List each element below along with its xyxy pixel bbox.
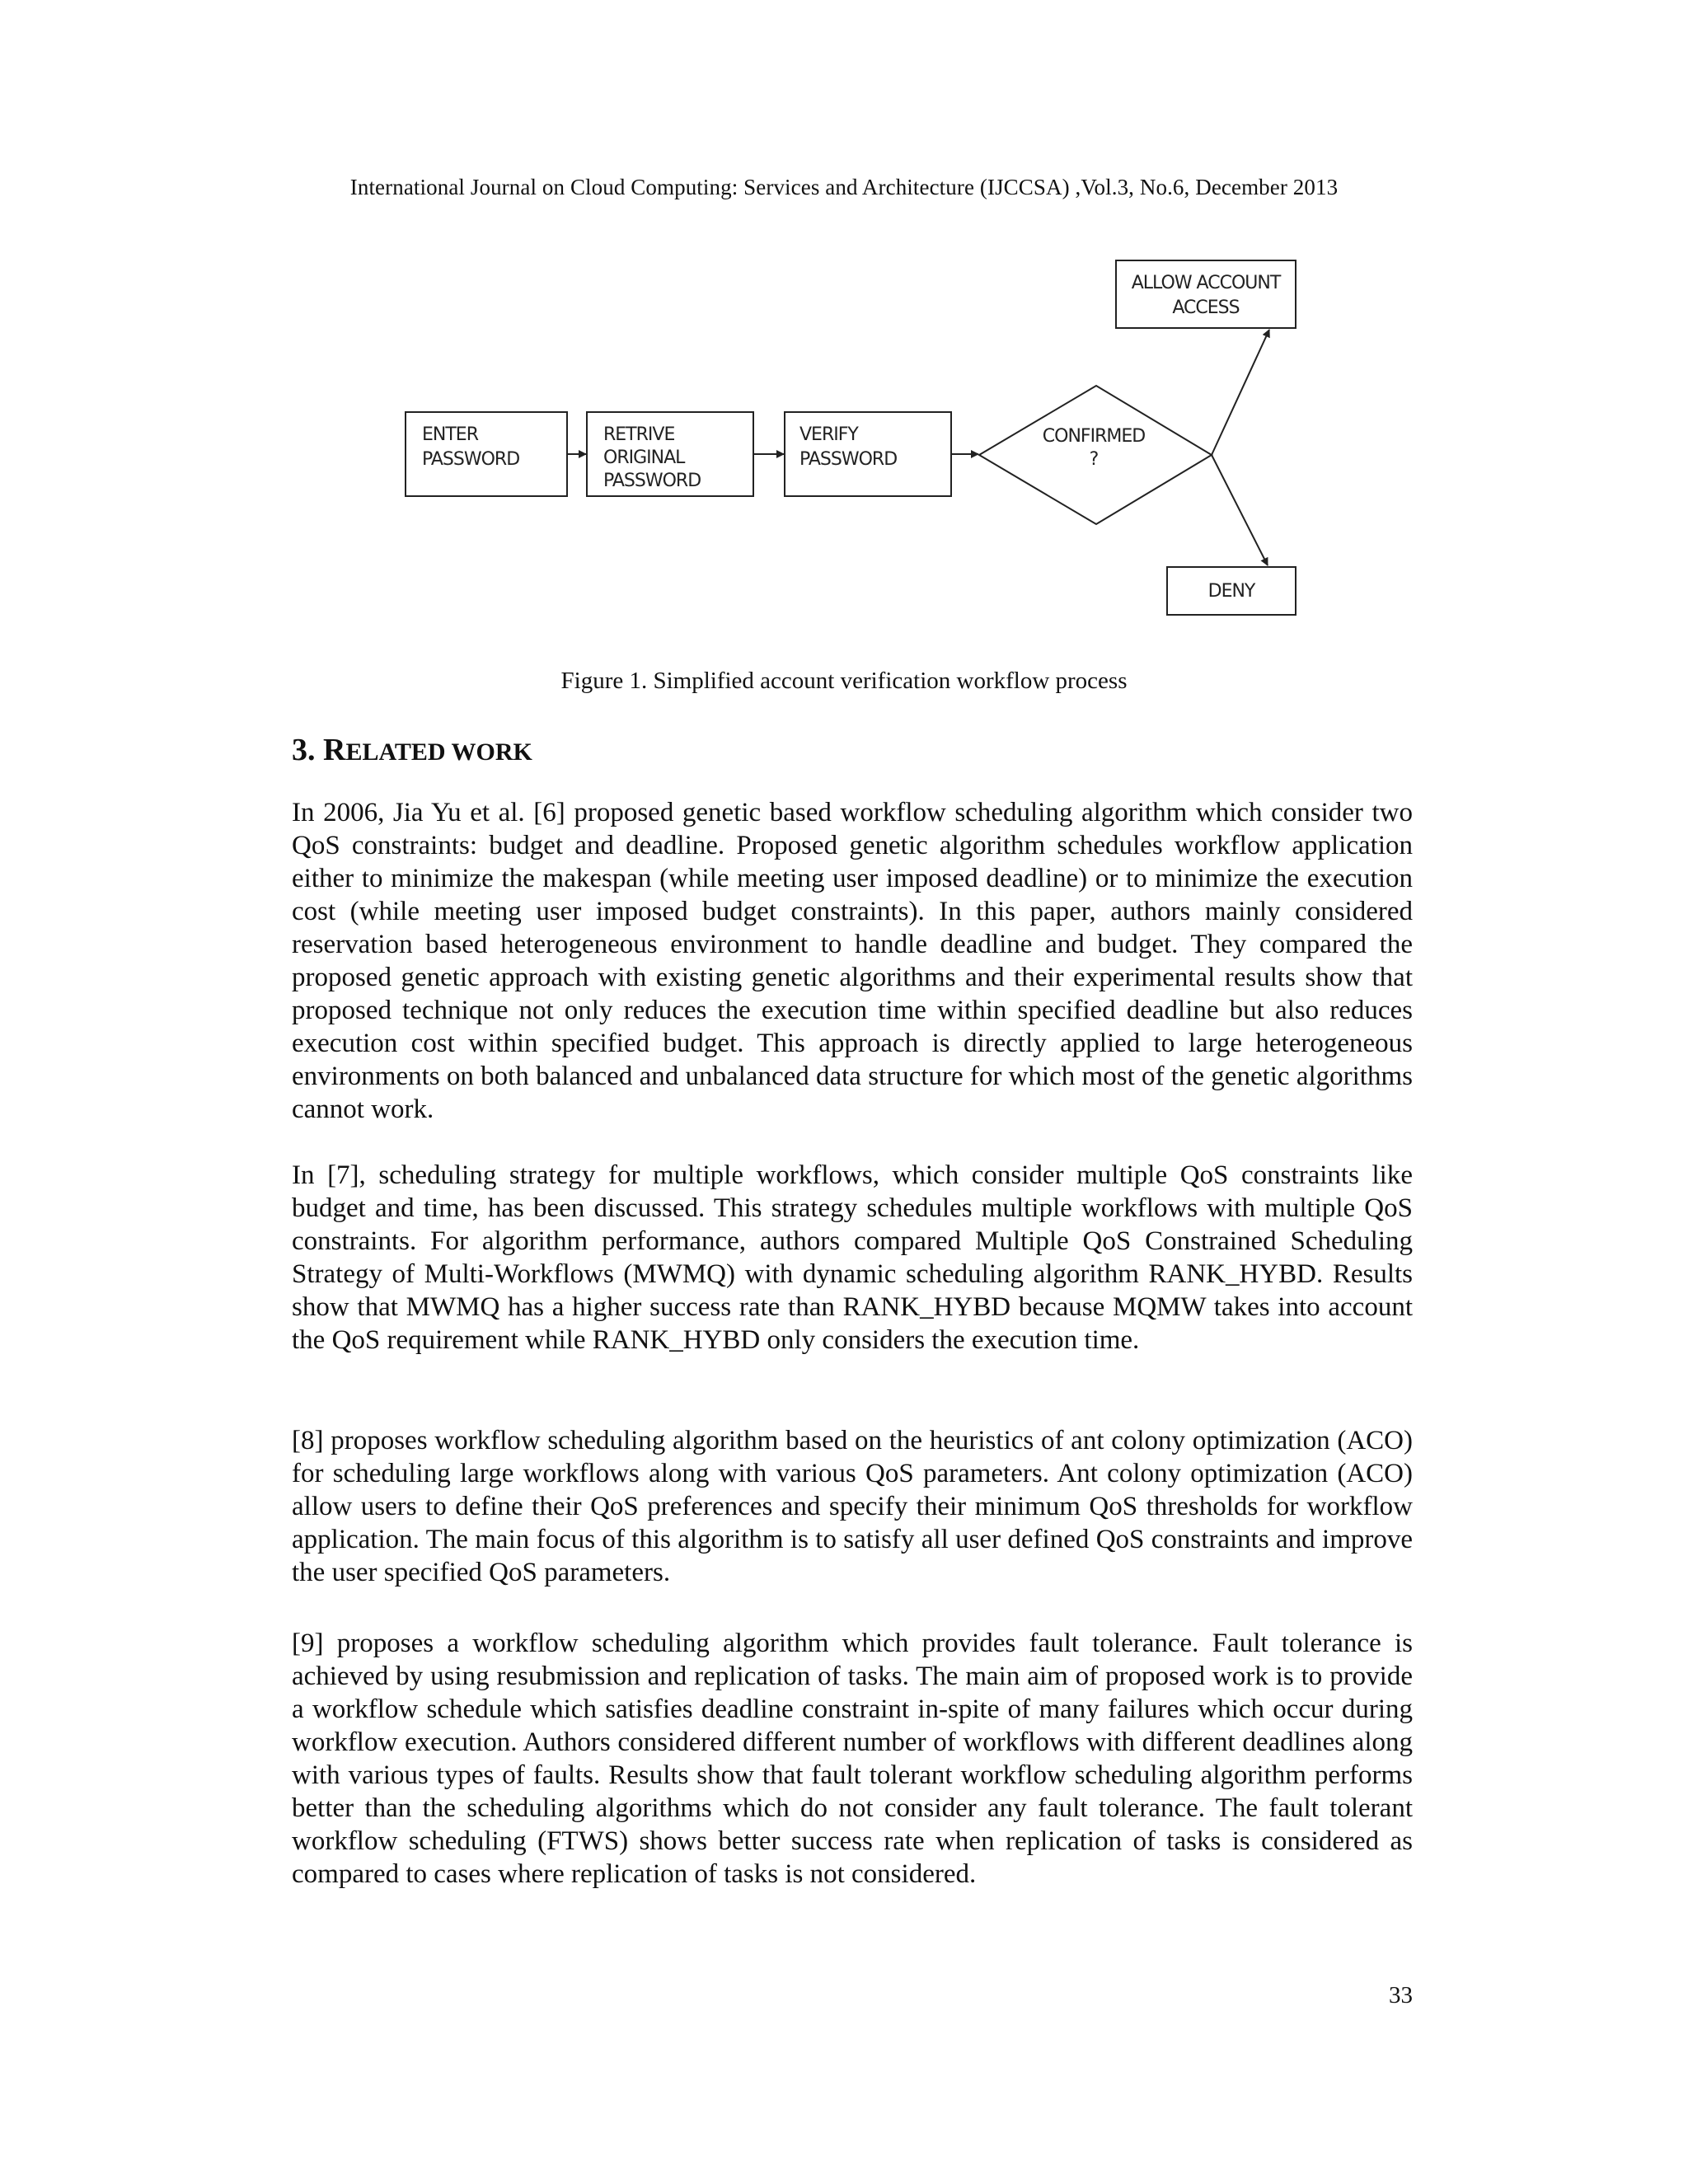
verify-line-1: VERIFY <box>799 424 858 445</box>
confirmed-line-2: ? <box>1089 449 1099 470</box>
confirmed-decision <box>979 386 1212 524</box>
paragraph-jia-yu: In 2006, Jia Yu et al. [6] proposed genetic based workflow scheduling algorithm which consider two QoS constraints: budget and deadline. Proposed genetic algorithm schedules workflow application either to minimize the makespan (while meeting user imposed deadline) or to minimize the execution cost (while meeting user imposed budget constraints). In this paper, authors mainly considered reservation based heterogeneous environment to handle deadline and budget. They compared the proposed genetic approach with existing genetic algorithms and their experimental results show that proposed technique not only reduces the execution time within specified deadline but also reduces execution cost within specified budget. This approach is directly applied to large heterogeneous environments on both balanced and unbalanced data structure for which most of the genetic algorithms cannot work. <box>292 798 1413 1124</box>
deny-box <box>1167 567 1296 615</box>
workflow-figure <box>387 247 1327 643</box>
paragraph-aco: [8] proposes workflow scheduling algorithm based on the heuristics of ant colony optimization (ACO) for scheduling large workflows along with various QoS parameters. Ant colony optimization (ACO) allow users to define their QoS preferences and specify their minimum QoS thresholds for workflow application. The main focus of this algorithm is to satisfy all user defined QoS constraints and improve the user specified QoS parameters. <box>292 1426 1413 1587</box>
deny-label: DENY <box>1207 581 1255 602</box>
paragraph-ftws: [9] proposes a workflow scheduling algorithm which provides fault tolerance. Fault tolerance is achieved by using resubmission and replication of tasks. The main aim of proposed work is to provide a workflow schedule which satisfies deadline constraint in-spite of many failures which occur during workflow execution. Authors considered different number of workflows with different deadlines along with various types of faults. Results show that fault tolerant workflow scheduling algorithm performs better than the scheduling algorithms which do not consider any fault tolerance. The fault tolerant workflow scheduling (FTWS) shows better success rate when replication of tasks is considered as compared to cases where replication of tasks is not considered. <box>292 1629 1413 1889</box>
page-number: 33 <box>1389 1982 1413 2008</box>
verify-password-box <box>785 412 951 496</box>
section-title-rest: ELATED WORK <box>345 738 532 766</box>
allow-account-access-box <box>1116 260 1296 328</box>
retrive-line-2: ORIGINAL <box>603 448 685 468</box>
retrive-line-1: RETRIVE <box>603 424 675 445</box>
enter-password-line-2: PASSWORD <box>422 449 520 470</box>
verify-line-2: PASSWORD <box>799 449 898 470</box>
allow-line-2: ACCESS <box>1172 298 1240 318</box>
arrow-confirmed-to-deny <box>1212 455 1268 565</box>
enter-password-box <box>406 412 567 496</box>
workflow-diagram <box>387 247 1327 643</box>
section-heading <box>292 732 532 768</box>
retrive-original-password-box <box>587 412 753 496</box>
confirmed-line-1: CONFIRMED <box>1042 426 1146 447</box>
paragraph-mwmq: In [7], scheduling strategy for multiple workflows, which consider multiple QoS constraints like budget and time, has been discussed. This strategy schedules multiple workflows with multiple QoS constraints. For algorithm performance, authors compared Multiple QoS Constrained Scheduling Strategy of Multi-Workflows (MWMQ) with dynamic scheduling algorithm RANK_HYBD. Results show that MWMQ has a higher success rate than RANK_HYBD because MQMW takes into account the QoS requirement while RANK_HYBD only considers the execution time. <box>292 1160 1413 1355</box>
enter-password-line-1: ENTER <box>422 424 478 445</box>
figure-caption: Figure 1. Simplified account verification workflow process <box>560 668 1128 694</box>
section-number: 3. <box>292 733 323 767</box>
allow-line-1: ALLOW ACCOUNT <box>1131 273 1281 293</box>
journal-header: International Journal on Cloud Computing: Services and Architecture (IJCCSA) ,Vol.3, No.6, December 2013 <box>349 175 1339 199</box>
retrive-line-3: PASSWORD <box>603 471 701 491</box>
section-title-initial: R <box>323 733 346 767</box>
arrow-confirmed-to-allow <box>1212 330 1269 455</box>
